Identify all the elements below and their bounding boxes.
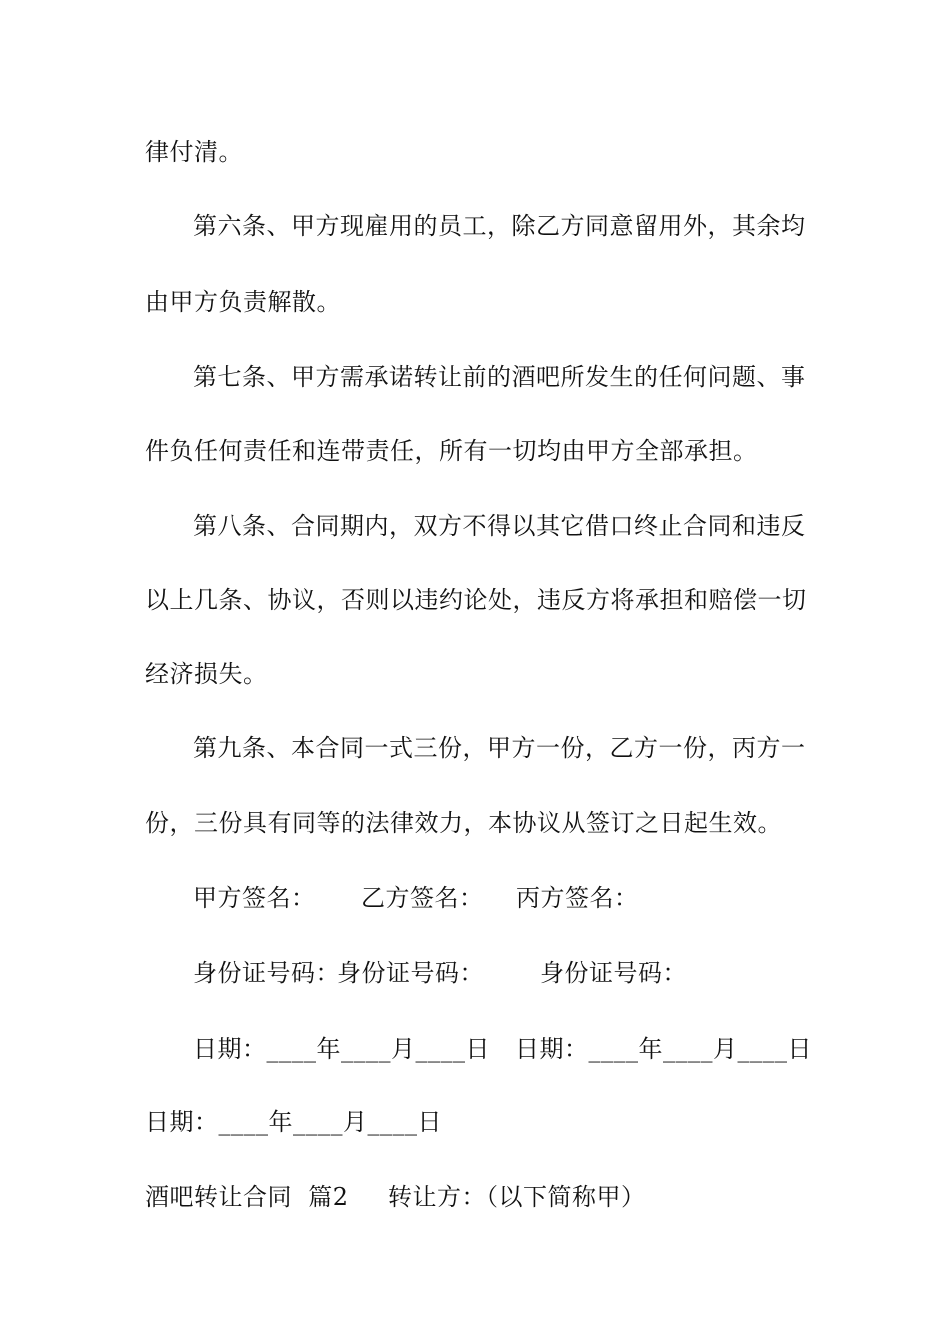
party-b-date-line: 日期：____年____月____日 bbox=[515, 1035, 812, 1063]
party-a-id-label: 身份证号码： bbox=[193, 959, 340, 987]
text-line-article5-end: 律付清。 bbox=[145, 138, 243, 166]
section-2-title: 酒吧转让合同 篇2 bbox=[145, 1183, 349, 1211]
transferor-label: 转让方：（以下简称甲） bbox=[388, 1183, 646, 1211]
party-c-signature-label: 丙方签名： bbox=[516, 884, 639, 912]
party-c-date-line: 日期：____年____月____日 bbox=[145, 1108, 442, 1136]
text-line-article9-end: 份，三份具有同等的法律效力，本协议从签订之日起生效。 bbox=[145, 809, 782, 837]
text-line-article7-start: 第七条、甲方需承诺转让前的酒吧所发生的任何问题、事 bbox=[193, 363, 806, 391]
party-b-signature-label: 乙方签名： bbox=[361, 884, 484, 912]
text-line-article8-end: 经济损失。 bbox=[145, 660, 268, 688]
party-c-id-label: 身份证号码： bbox=[540, 959, 687, 987]
text-line-article7-end: 件负任何责任和连带责任，所有一切均由甲方全部承担。 bbox=[145, 437, 758, 465]
text-line-article9-start: 第九条、本合同一式三份，甲方一份，乙方一份，丙方一 bbox=[193, 734, 806, 762]
party-a-signature-label: 甲方签名： bbox=[193, 884, 316, 912]
text-line-article8-start: 第八条、合同期内，双方不得以其它借口终止合同和违反 bbox=[193, 512, 806, 540]
party-a-date-line: 日期：____年____月____日 bbox=[193, 1035, 490, 1063]
text-line-article8-middle: 以上几条、协议，否则以违约论处，违反方将承担和赔偿一切 bbox=[145, 586, 807, 614]
text-line-article6-end: 由甲方负责解散。 bbox=[145, 288, 341, 316]
party-b-id-label: 身份证号码： bbox=[337, 959, 484, 987]
text-line-article6-start: 第六条、甲方现雇用的员工，除乙方同意留用外，其余均 bbox=[193, 212, 806, 240]
